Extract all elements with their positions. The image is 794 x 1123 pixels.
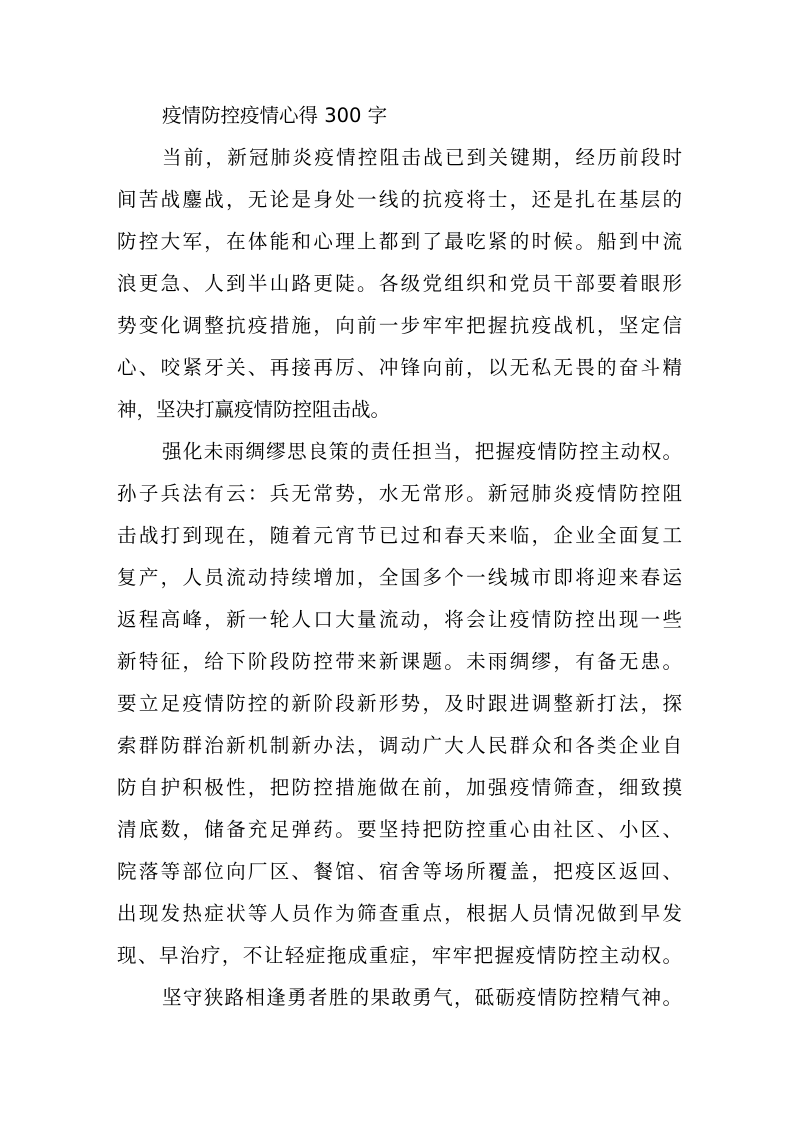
paragraph-1-line-2: 间苦战鏖战，无论是身处一线的抗疫将士，还是扎在基层的 bbox=[117, 188, 682, 211]
paragraph-2-line-13: 现、早治疗，不让轻症拖成重症，牢牢把握疫情防控主动权。 bbox=[117, 944, 682, 967]
paragraph-2-line-1: 强化未雨绸缪思良策的责任担当，把握疫情防控主动权。 bbox=[162, 440, 682, 463]
paragraph-2-line-8: 索群防群治新机制新办法，调动广大人民群众和各类企业自 bbox=[117, 734, 682, 757]
paragraph-2-line-3: 击战打到现在，随着元宵节已过和春天来临，企业全面复工 bbox=[117, 524, 682, 547]
document-title: 疫情防控疫情心得 300 字 bbox=[162, 104, 388, 127]
paragraph-2-line-6: 新特征，给下阶段防控带来新课题。未雨绸缪，有备无患。 bbox=[117, 650, 682, 673]
paragraph-2-line-2: 孙子兵法有云：兵无常势，水无常形。新冠肺炎疫情防控阻 bbox=[117, 482, 682, 505]
paragraph-2-line-11: 院落等部位向厂区、餐馆、宿舍等场所覆盖，把疫区返回、 bbox=[117, 860, 682, 883]
paragraph-3-line-1: 坚守狭路相逢勇者胜的果敢勇气，砥砺疫情防控精气神。 bbox=[162, 986, 682, 1009]
paragraph-2-line-7: 要立足疫情防控的新阶段新形势，及时跟进调整新打法，探 bbox=[117, 692, 682, 715]
paragraph-2-line-9: 防自护积极性，把防控措施做在前，加强疫情筛查，细致摸 bbox=[117, 776, 682, 799]
paragraph-1-line-5: 势变化调整抗疫措施，向前一步牢牢把握抗疫战机，坚定信 bbox=[117, 314, 682, 337]
paragraph-2-line-10: 清底数，储备充足弹药。要坚持把防控重心由社区、小区、 bbox=[117, 818, 682, 841]
paragraph-2-line-12: 出现发热症状等人员作为筛查重点，根据人员情况做到早发 bbox=[117, 902, 682, 925]
paragraph-2-line-5: 返程高峰，新一轮人口大量流动，将会让疫情防控出现一些 bbox=[117, 608, 682, 631]
paragraph-1-line-4: 浪更急、人到半山路更陡。各级党组织和党员干部要着眼形 bbox=[117, 272, 682, 295]
paragraph-1-line-6: 心、咬紧牙关、再接再厉、冲锋向前，以无私无畏的奋斗精 bbox=[117, 356, 682, 379]
paragraph-2-line-4: 复产，人员流动持续增加，全国多个一线城市即将迎来春运 bbox=[117, 566, 682, 589]
paragraph-1-line-7: 神，坚决打赢疫情防控阻击战。 bbox=[117, 398, 391, 421]
paragraph-1-line-1: 当前，新冠肺炎疫情控阻击战已到关键期，经历前段时 bbox=[162, 146, 682, 169]
paragraph-1-line-3: 防控大军，在体能和心理上都到了最吃紧的时候。船到中流 bbox=[117, 230, 682, 253]
